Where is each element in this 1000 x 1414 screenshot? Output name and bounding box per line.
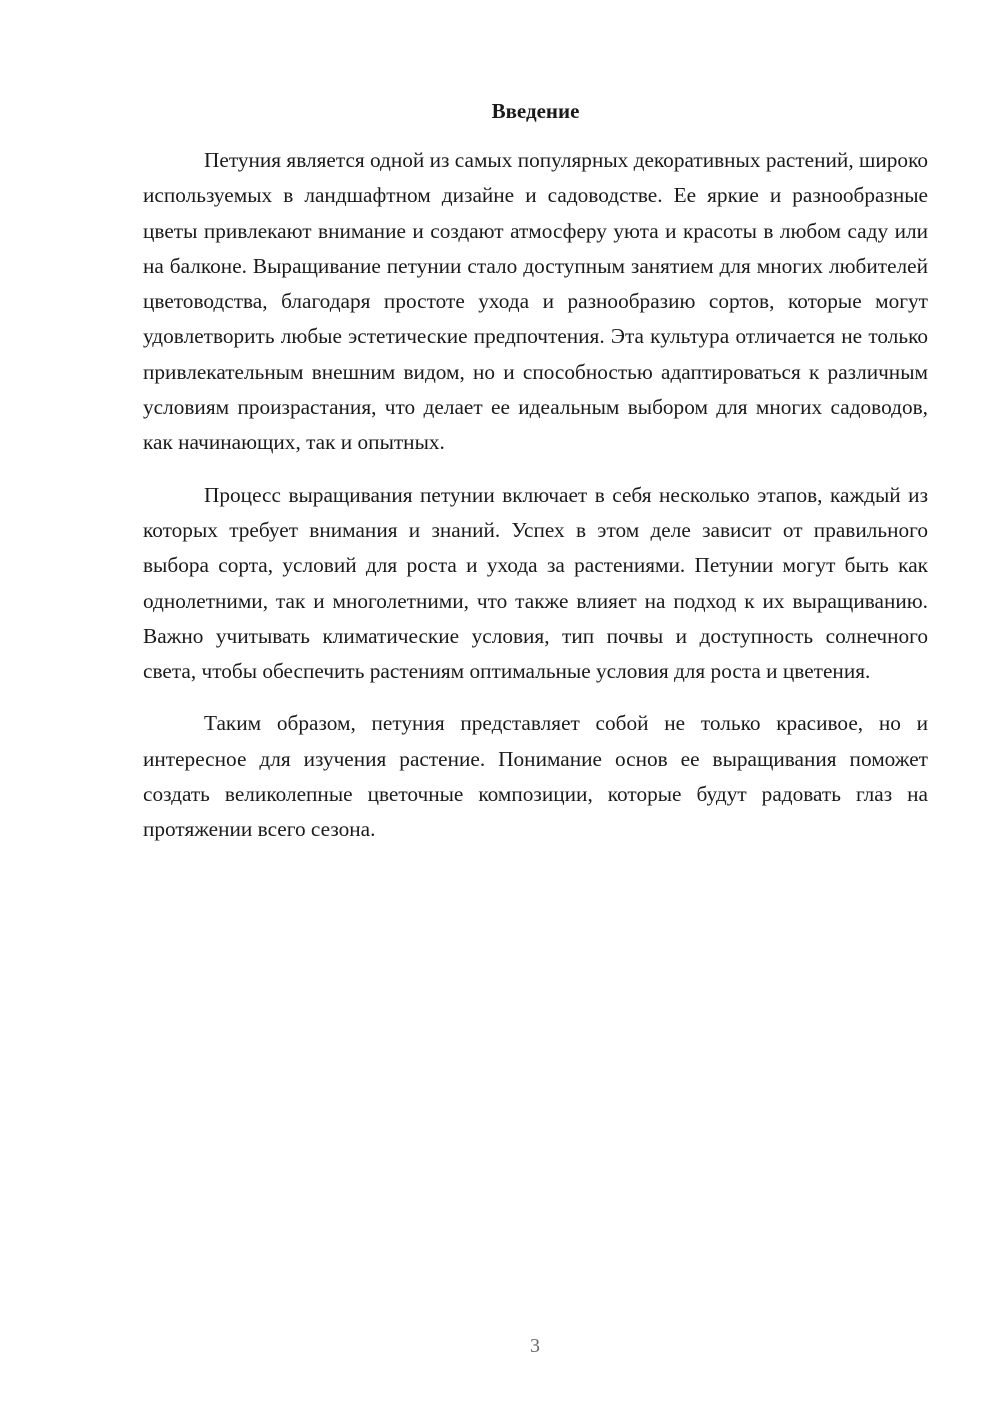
paragraph-1: Петуния является одной из самых популярных декоративных растений, широко используемых в ландшафтном дизайне и садоводстве. Ее яркие и разнообразные цветы привлекают внимание и создают атмосферу уюта и красоты в любом саду или на балконе. Выращивание петунии стало доступным занятием для многих любителей цветоводства, благодаря простоте ухода и разнообразию сортов, которые могут удовлетворить любые эстетические предпочтения. Эта культура отличается не только привлекательным внешним видом, но и способностью адаптироваться к различным условиям произрастания, что делает ее идеальным выбором для многих садоводов, как начинающих, так и опытных. bbox=[143, 148, 928, 455]
section-title: Введение bbox=[491, 99, 580, 123]
paragraph-3: Таким образом, петуния представляет собой не только красивое, но и интересное для изучения растение. Понимание основ ее выращивания поможет создать великолепные цветочные композиции, которые будут радовать глаз на протяжении всего сезона. bbox=[143, 711, 928, 842]
page-body bbox=[143, 95, 928, 848]
page-number: 3 bbox=[530, 1335, 540, 1357]
paragraph-2: Процесс выращивания петунии включает в себя несколько этапов, каждый из которых требует внимания и знаний. Успех в этом деле зависит от правильного выбора сорта, условий для роста и ухода за растениями. Петунии могут быть как однолетними, так и многолетними, что также влияет на подход к их выращиванию. Важно учитывать климатические условия, тип почвы и доступность солнечного света, чтобы обеспечить растениям оптимальные условия для роста и цветения. bbox=[143, 482, 928, 684]
